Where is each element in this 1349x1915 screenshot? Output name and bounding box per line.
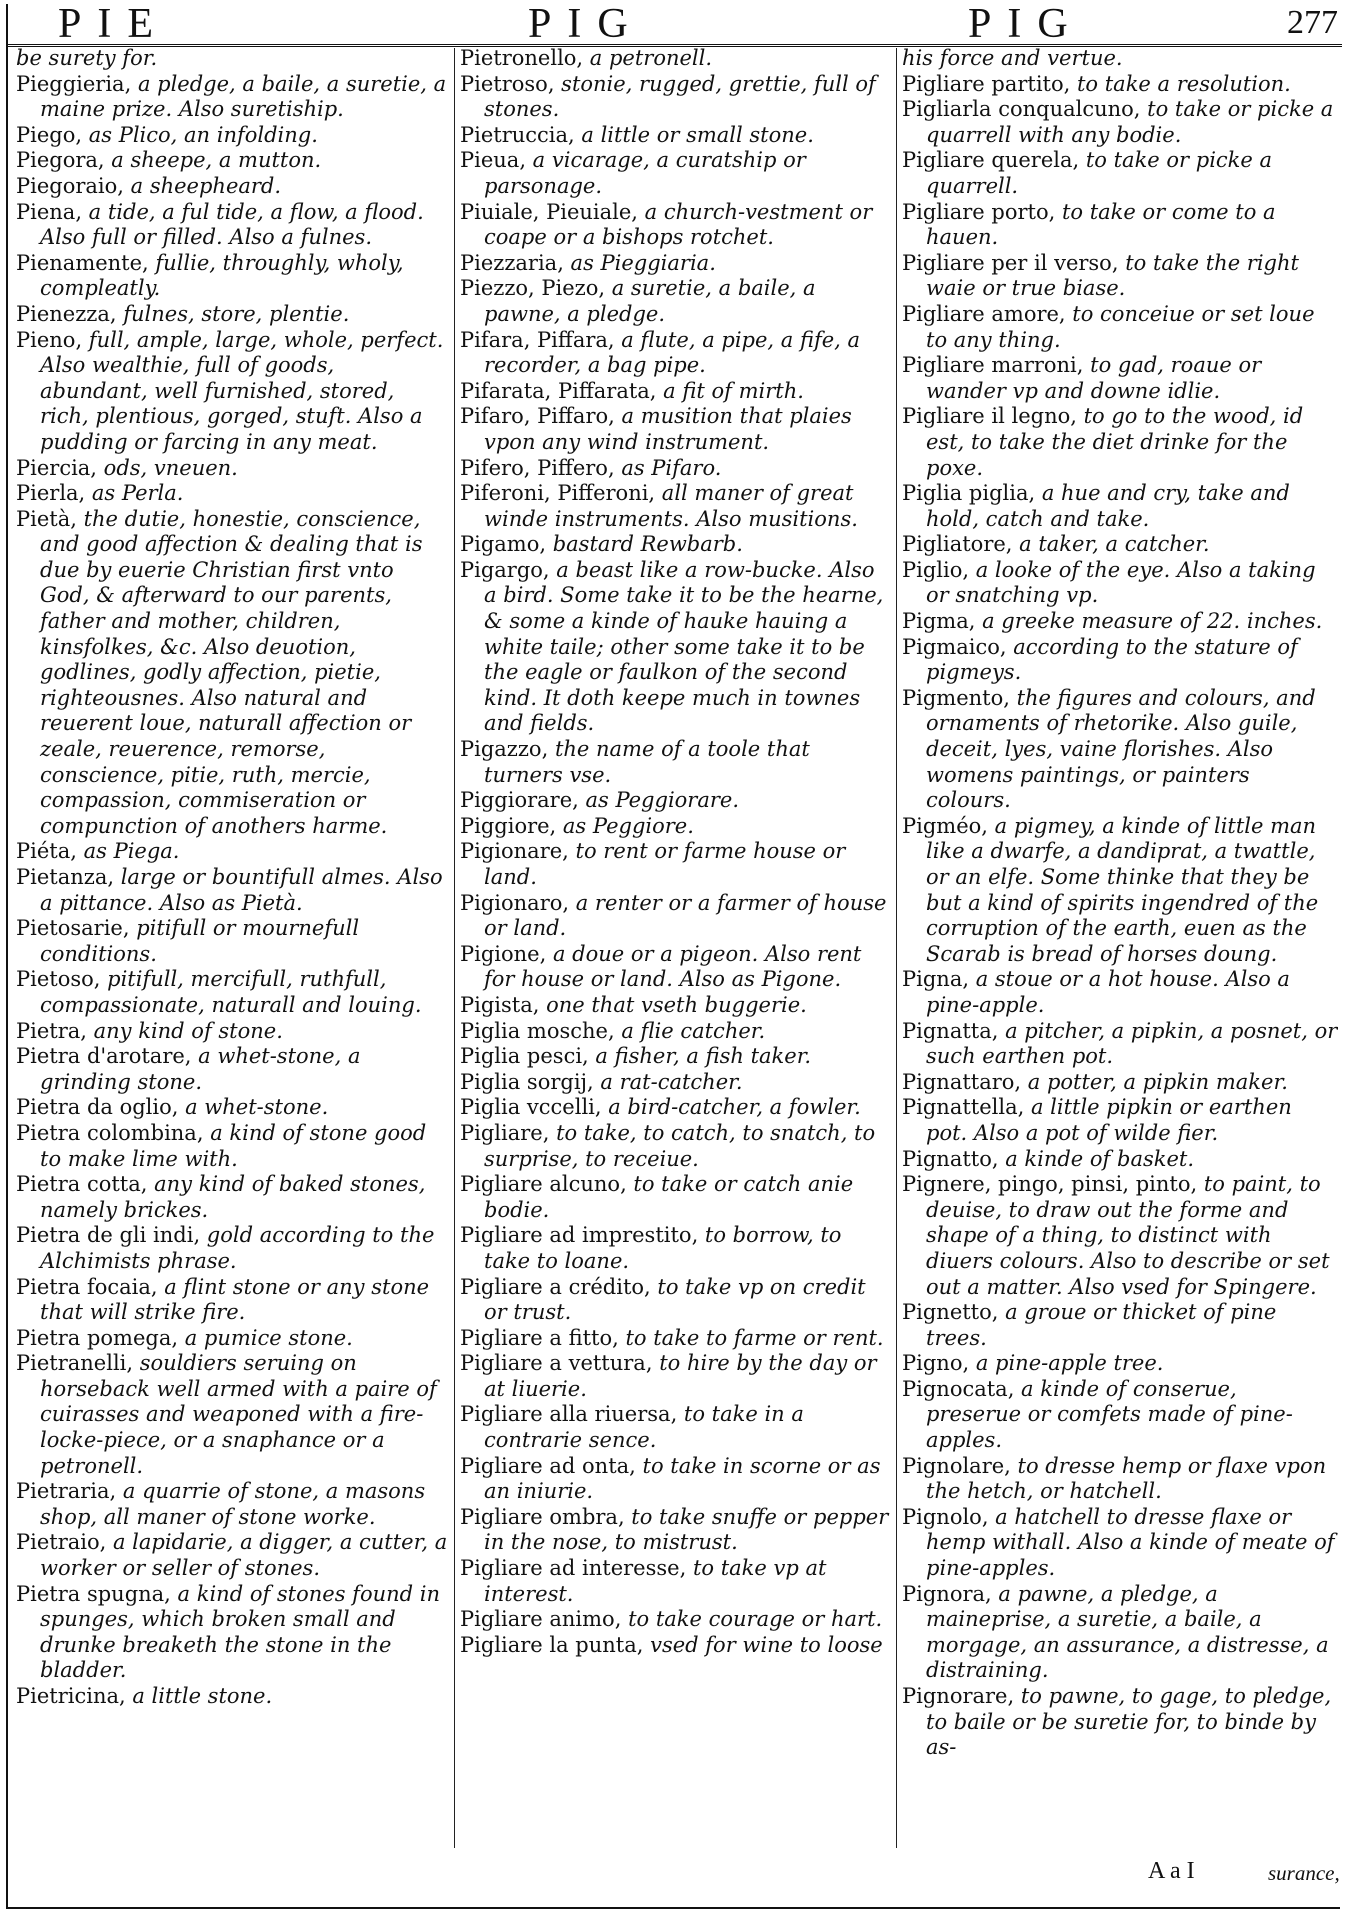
entry-definition: fulnes, store, plentie. [116, 301, 350, 326]
entry-headword: Pigliare la punta, [460, 1632, 644, 1657]
dictionary-entry [460, 1223, 890, 1274]
entry-definition: any kind of stone. [86, 1018, 283, 1043]
entry-definition: to take to farme or rent. [618, 1325, 884, 1350]
entry-headword: Pignatto, [902, 1146, 999, 1171]
dictionary-entry [902, 1454, 1338, 1505]
entry-headword: Pietoso, [16, 967, 101, 992]
entry-headword: Piuiale, Pieuiale, [460, 199, 638, 224]
entry-headword: Pietroso, [460, 71, 555, 96]
entry-headword: Pigliare ad onta, [460, 1453, 636, 1478]
entry-definition: a looke of the eye. Also a taking or snatching vp. [926, 557, 1316, 608]
entry-definition: as Piega. [76, 839, 180, 864]
dictionary-entry [460, 200, 890, 251]
entry-headword: Pignere, pingo, pinsi, pinto, [902, 1172, 1198, 1197]
entry-definition: ods, vneuen. [97, 455, 238, 480]
entry-headword: Pieno, [16, 327, 83, 352]
dictionary-entry [460, 942, 890, 993]
entry-definition: as Perla. [85, 481, 184, 506]
entry-definition: a kinde of basket. [998, 1146, 1195, 1171]
entry-headword: Pietà, [16, 506, 77, 531]
entry-definition: a sheepheard. [123, 173, 282, 198]
entry-headword: Pigliare per il verso, [902, 250, 1119, 275]
dictionary-entry [902, 404, 1338, 481]
entry-headword: Piercia, [16, 455, 97, 480]
dictionary-entry [16, 1019, 448, 1045]
dictionary-entry [16, 1172, 448, 1223]
entry-headword: Piglia mosche, [460, 1018, 615, 1043]
entry-headword: Pietra spugna, [16, 1581, 171, 1606]
entry-definition: a doue or a pigeon. Also rent for house or land. Also as Pigone. [484, 941, 862, 992]
dictionary-entry [16, 72, 448, 123]
entry-definition: a kind of stone good to make lime with. [40, 1120, 427, 1171]
dictionary-entry [902, 148, 1338, 199]
entry-headword: Pigméo, [902, 813, 988, 838]
dictionary-entry [902, 635, 1338, 686]
entry-definition: a beast like a row-bucke. Also a bird. Some take it to be the hearne, & some a kinde of hauke hauing a white taile; other some take it to be the eagle or faulkon of the second kind. It doth keepe much in townes and fields. [484, 557, 884, 736]
dictionary-entry [16, 1275, 448, 1326]
dictionary-entry [460, 558, 890, 737]
dictionary-entry [460, 891, 890, 942]
entry-definition: to take or picke a quarrell with any bodie. [926, 97, 1334, 147]
entry-definition: the dutie, honestie, conscience, and good affection & dealing that is due by euerie Christian first vnto God, & afterward to our parents, father and mother, children, kinsfolkes, &c. Also deuotion, godlines, godly affection, pietie, righteousnes. Also natural and reuerent loue, naturall affection or zeale, reuerence, remorse, conscience, pitie, ruth, mercie, compassion, commiseration or compunction of anothers harme. [40, 506, 423, 838]
dictionary-entry [902, 72, 1338, 98]
catchword: surance, [1268, 1861, 1340, 1885]
dictionary-entry [902, 1505, 1338, 1582]
dictionary-entry [460, 148, 890, 199]
entry-definition: a kinde of conserue, preserue or comfets made of pine-apples. [926, 1376, 1293, 1453]
dictionary-entry [460, 737, 890, 788]
entry-definition: to dresse hemp or flaxe vpon the hetch, or hatchell. [926, 1453, 1327, 1504]
header-left: PIE [58, 1, 169, 47]
dictionary-entry [16, 123, 448, 149]
entry-headword: Piegoraio, [16, 173, 124, 198]
dictionary-entry [902, 1070, 1338, 1096]
entry-definition: souldiers seruing on horseback well armed with a paire of cuirasses and weaponed with a fire-locke-piece, or a snaphance or a petronell. [40, 1351, 437, 1478]
entry-headword: Piego, [16, 122, 83, 147]
entry-definition: according to the stature of pigmeys. [926, 634, 1298, 685]
dictionary-entry [460, 276, 890, 327]
dictionary-entry [16, 1326, 448, 1352]
entry-headword: Pigliare amore, [902, 301, 1066, 326]
entry-headword: Pietranelli, [16, 1351, 134, 1376]
dictionary-entry [16, 1044, 448, 1095]
dictionary-entry [460, 1607, 890, 1633]
dictionary-entry [460, 1070, 890, 1096]
entry-headword: Pienezza, [16, 301, 117, 326]
dictionary-entry [460, 839, 890, 890]
entry-definition: pitifull, mercifull, ruthfull, compassionate, naturall and louing. [40, 967, 422, 1017]
dictionary-entry [460, 404, 890, 455]
entry-definition: a vicarage, a curatship or parsonage. [484, 148, 806, 198]
entry-definition: as Plico, an infolding. [82, 122, 318, 147]
entry-definition: a lapidarie, a digger, a cutter, a worker or seller of stones. [40, 1530, 448, 1581]
entry-definition: a renter or a farmer of house or land. [484, 890, 887, 941]
dictionary-entry [16, 46, 448, 72]
entry-definition: a pawne, a pledge, a maineprise, a suretie, a baile, a morgage, an assurance, a distresse, a distraining. [926, 1581, 1329, 1683]
entry-headword: Pietra cotta, [16, 1172, 148, 1197]
entry-definition: a pigmey, a kinde of little man like a dwarfe, a dandiprat, a twattle, or an elfe. Some thinke that they be but a kind of spirits ingendred of the corruption of the earth, euen as the Scarab is bread of horses doung. [926, 813, 1319, 966]
entry-definition: the name of a toole that turners vse. [484, 737, 810, 787]
entry-definition: to pawne, to gage, to pledge, to baile or be suretie for, to binde by as- [926, 1684, 1332, 1760]
dictionary-entry [902, 1582, 1338, 1684]
column-1 [16, 46, 448, 1851]
dictionary-entry [460, 814, 890, 840]
entry-definition: a little or small stone. [574, 122, 814, 147]
entry-headword: Pigliare porto, [902, 199, 1056, 224]
entry-definition: as Pieggiaria. [563, 250, 716, 275]
entry-definition: a sheepe, a mutton. [104, 148, 322, 173]
entry-headword: Piferoni, Pifferoni, [460, 481, 656, 506]
entry-definition: to take in a contrarie sence. [484, 1402, 804, 1453]
entry-definition: to take in scorne or as an iniurie. [484, 1453, 881, 1504]
dictionary-entry [16, 1684, 448, 1710]
page-number: 277 [1287, 4, 1338, 41]
dictionary-entry [460, 1454, 890, 1505]
entry-headword: Pigionare, [460, 839, 569, 864]
entry-headword: Pigliare partito, [902, 71, 1071, 96]
entry-headword: Piglio, [902, 557, 970, 582]
entry-headword: Pieua, [460, 148, 526, 173]
entry-definition: a pine-apple tree. [969, 1351, 1164, 1376]
dictionary-entry [460, 251, 890, 277]
entry-headword: Pignatta, [902, 1018, 999, 1043]
entry-headword: Pignetto, [902, 1300, 999, 1325]
entry-headword: Pignattella, [902, 1095, 1025, 1120]
entry-definition: gold according to the Alchimists phrase. [40, 1223, 435, 1273]
entry-definition: a pumice stone. [178, 1325, 353, 1350]
entry-headword: Pifaro, Piffaro, [460, 404, 615, 429]
entry-headword: Piezzaria, [460, 250, 564, 275]
entry-headword: Piglia pesci, [460, 1044, 589, 1069]
entry-definition: a hatchell to dresse flaxe or hemp withall. Also a kinde of meate of pine-apples. [926, 1504, 1335, 1581]
dictionary-entry [902, 1147, 1338, 1173]
dictionary-entry [460, 1556, 890, 1607]
dictionary-entry [16, 507, 448, 840]
entry-definition: full, ample, large, whole, perfect. Also wealthie, full of goods, abundant, well furnished, stored, rich, plentious, gorged, stuft. Also a pudding or farcing in any meat. [40, 327, 444, 454]
entry-headword: Pigliare ombra, [460, 1504, 625, 1529]
entry-headword: Pieggieria, [16, 71, 132, 96]
entry-headword: Pietosarie, [16, 916, 130, 941]
entry-definition: as Peggiore. [556, 813, 694, 838]
dictionary-entry [902, 1300, 1338, 1351]
dictionary-entry [16, 328, 448, 456]
entry-definition: the figures and colours, and ornaments of rhetorike. Also guile, deceit, lyes, vaine florishes. Also womens paintings, or painters colours. [926, 685, 1316, 813]
column-3 [902, 46, 1338, 1851]
entry-definition: as Peggiorare. [578, 788, 740, 813]
entry-definition: to take or picke a quarrell. [926, 148, 1273, 198]
entry-definition: a whet-stone, a grinding stone. [40, 1044, 361, 1094]
entry-definition: a bird-catcher, a fowler. [601, 1095, 861, 1120]
dictionary-page [6, 1, 1340, 1909]
entry-definition: a stoue or a hot house. Also a pine-apple. [926, 967, 1290, 1017]
entry-definition: a whet-stone. [178, 1095, 329, 1120]
entry-definition: a fisher, a fish taker. [588, 1044, 812, 1069]
entry-definition: a little pipkin or earthen pot. Also a pot of wilde fier. [926, 1095, 1292, 1145]
entry-definition: all maner of great winde instruments. Also musitions. [484, 481, 858, 531]
dictionary-entry [460, 72, 890, 123]
entry-headword: Pietra d'arotare, [16, 1044, 192, 1069]
entry-headword: Pietra, [16, 1018, 87, 1043]
entry-headword: Pigargo, [460, 557, 550, 582]
entry-headword: Pigamo, [460, 532, 547, 557]
entry-definition: to take courage or hart. [621, 1607, 883, 1632]
entry-headword: Piglia piglia, [902, 481, 1036, 506]
entry-definition: his force and vertue. [902, 46, 1123, 70]
entry-definition: a flute, a pipe, a fife, a recorder, a bag pipe. [484, 327, 861, 378]
dictionary-entry [16, 1530, 448, 1581]
dictionary-entry [16, 1582, 448, 1684]
entry-headword: Pignolo, [902, 1504, 989, 1529]
entry-headword: Pigliare querela, [902, 148, 1080, 173]
entry-definition: a taker, a catcher. [1012, 532, 1210, 557]
entry-headword: Pifarata, Piffarata, [460, 378, 657, 403]
dictionary-entry [460, 481, 890, 532]
entry-definition: to take vp on credit or trust. [484, 1274, 866, 1325]
dictionary-entry [902, 814, 1338, 968]
entry-headword: Pigliare a fitto, [460, 1325, 619, 1350]
entry-definition: a greeke measure of 22. inches. [975, 609, 1323, 634]
entry-headword: Pigliatore, [902, 532, 1013, 557]
entry-headword: Pignolare, [902, 1453, 1011, 1478]
entry-definition: a flie catcher. [614, 1018, 766, 1043]
entry-definition: a rat-catcher. [593, 1069, 743, 1094]
dictionary-entry [460, 1172, 890, 1223]
dictionary-entry [902, 1351, 1338, 1377]
entry-definition: to hire by the day or at liuerie. [484, 1351, 877, 1401]
entry-definition: to go to the wood, id est, to take the diet drinke for the poxe. [926, 404, 1304, 480]
entry-definition: bastard Rewbarb. [546, 532, 743, 557]
entry-definition: to take a resolution. [1070, 71, 1291, 96]
entry-definition: to take the right waie or true biase. [926, 250, 1299, 301]
dictionary-entry [902, 353, 1338, 404]
entry-definition: large or bountifull almes. Also a pittance. Also as Pietà. [40, 865, 443, 915]
entry-headword: Pigista, [460, 992, 540, 1017]
dictionary-entry [460, 993, 890, 1019]
entry-headword: Piéta, [16, 839, 77, 864]
entry-headword: Pigliare marroni, [902, 353, 1084, 378]
dictionary-entry [460, 1121, 890, 1172]
entry-definition: to rent or farme house or land. [484, 839, 846, 889]
entry-definition: to take vp at interest. [484, 1556, 827, 1606]
dictionary-entry [460, 123, 890, 149]
dictionary-entry [16, 1223, 448, 1274]
column-rule-1 [454, 48, 455, 1848]
entry-headword: Pierla, [16, 481, 86, 506]
entry-headword: Pietricina, [16, 1684, 126, 1708]
dictionary-entry [16, 839, 448, 865]
entry-headword: Pietraria, [16, 1479, 117, 1504]
entry-definition: a suretie, a baile, a pawne, a pledge. [484, 276, 816, 326]
dictionary-entry [902, 609, 1338, 635]
dictionary-entry [16, 1351, 448, 1479]
dictionary-entry [460, 1505, 890, 1556]
entry-headword: Pigliare, [460, 1120, 550, 1145]
entry-headword: Pietra colombina, [16, 1120, 204, 1145]
dictionary-entry [902, 46, 1338, 72]
dictionary-entry [460, 788, 890, 814]
dictionary-entry [460, 1019, 890, 1045]
entry-headword: Pienamente, [16, 250, 149, 275]
entry-headword: Pigliare animo, [460, 1607, 622, 1632]
entry-headword: Pigliarla conqualcuno, [902, 97, 1141, 122]
entry-headword: Pigione, [460, 941, 547, 966]
entry-headword: Pigliare alla riuersa, [460, 1402, 678, 1427]
entry-headword: Pifara, Piffara, [460, 327, 615, 352]
entry-definition: a pitcher, a pipkin, a posnet, or such earthen pot. [926, 1018, 1338, 1069]
entry-headword: Pigma, [902, 609, 976, 634]
column-2 [460, 46, 890, 1851]
entry-definition: a kind of stones found in spunges, which broken small and drunke breaketh the stone in the bladder. [40, 1581, 440, 1683]
entry-definition: as Pifaro. [614, 455, 722, 480]
entry-headword: Pigliare ad interesse, [460, 1556, 687, 1581]
entry-definition: a pledge, a baile, a suretie, a maine prize. Also suretiship. [40, 71, 447, 122]
dictionary-entry [902, 1172, 1338, 1300]
dictionary-entry [460, 1326, 890, 1352]
dictionary-entry [460, 1402, 890, 1453]
entry-headword: Pignorare, [902, 1684, 1015, 1708]
entry-headword: Pietruccia, [460, 122, 575, 147]
entry-headword: Pietra de gli indi, [16, 1223, 201, 1248]
column-rule-2 [896, 48, 897, 1848]
entry-headword: Pigno, [902, 1351, 970, 1376]
dictionary-entry [460, 1095, 890, 1121]
dictionary-entry [16, 967, 448, 1018]
entry-definition: fullie, throughly, wholy, compleatly. [40, 250, 404, 301]
dictionary-entry [460, 1275, 890, 1326]
entry-definition: a potter, a pipkin maker. [1021, 1069, 1288, 1094]
dictionary-entry [16, 302, 448, 328]
entry-definition: a musition that plaies vpon any wind instrument. [484, 404, 852, 454]
dictionary-entry [16, 456, 448, 482]
dictionary-entry [902, 1684, 1338, 1761]
dictionary-entry [902, 251, 1338, 302]
entry-headword: Pigazzo, [460, 737, 549, 762]
entry-headword: Piggiorare, [460, 788, 579, 813]
entry-headword: Pigmento, [902, 685, 1010, 710]
dictionary-entry [902, 686, 1338, 814]
dictionary-entry [460, 1633, 890, 1659]
entry-headword: Pietra da oglio, [16, 1095, 179, 1120]
dictionary-entry [16, 865, 448, 916]
entry-headword: Pigmaico, [902, 634, 1007, 659]
dictionary-entry [902, 481, 1338, 532]
entry-headword: Pignora, [902, 1581, 992, 1606]
entry-definition: stonie, rugged, grettie, full of stones. [484, 71, 876, 122]
entry-definition: to take snuffe or pepper in the nose, to mistrust. [484, 1504, 889, 1555]
entry-definition: one that vseth buggerie. [539, 992, 807, 1017]
entry-definition: a flint stone or any stone that will strike fire. [40, 1274, 430, 1325]
dictionary-entry [16, 251, 448, 302]
dictionary-entry [460, 379, 890, 405]
entry-headword: Piglia vccelli, [460, 1095, 602, 1120]
dictionary-entry [16, 916, 448, 967]
entry-headword: Pignattaro, [902, 1069, 1022, 1094]
entry-headword: Piglia sorgij, [460, 1069, 594, 1094]
header-center: PIG [528, 1, 644, 47]
entry-headword: Pignocata, [902, 1376, 1015, 1401]
entry-definition: to paint, to deuise, to draw out the forme and shape of a thing, to distinct with diuers colours. Also to describe or set out a matter. Also vsed for Spingere. [926, 1172, 1330, 1299]
entry-definition: to conceiue or set loue to any thing. [926, 301, 1315, 352]
dictionary-entry [16, 174, 448, 200]
dictionary-entry [460, 532, 890, 558]
entry-headword: Pigliare il legno, [902, 404, 1077, 429]
entry-definition: a quarrie of stone, a masons shop, all maner of stone worke. [40, 1479, 426, 1529]
dictionary-entry [902, 200, 1338, 251]
entry-headword: Pigliare alcuno, [460, 1172, 627, 1197]
entry-definition: vsed for wine to loose [643, 1632, 883, 1657]
dictionary-entry [16, 1479, 448, 1530]
entry-headword: Pietronello, [460, 46, 584, 70]
dictionary-entry [902, 967, 1338, 1018]
dictionary-entry [460, 1044, 890, 1070]
entry-headword: Pigionaro, [460, 890, 570, 915]
entry-headword: Piegora, [16, 148, 105, 173]
dictionary-entry [902, 302, 1338, 353]
dictionary-entry [902, 1377, 1338, 1454]
running-header [8, 1, 1342, 47]
entry-headword: Pifero, Piffero, [460, 455, 615, 480]
dictionary-entry [902, 1095, 1338, 1146]
entry-headword: Pigliare a vettura, [460, 1351, 653, 1376]
entry-headword: Pigna, [902, 967, 970, 992]
entry-headword: Pietra focaia, [16, 1274, 158, 1299]
dictionary-entry [16, 1121, 448, 1172]
entry-definition: to take or come to a hauen. [926, 199, 1276, 250]
signature-mark: A a I [1148, 1858, 1195, 1884]
entry-headword: Pietraio, [16, 1530, 107, 1555]
dictionary-entry [16, 200, 448, 251]
dictionary-entry [902, 558, 1338, 609]
entry-definition: to borrow, to take to loane. [484, 1223, 842, 1273]
entry-definition: a petronell. [583, 46, 713, 70]
entry-definition: to take, to catch, to snatch, to surprise, to receiue. [484, 1120, 876, 1171]
entry-definition: to take or catch anie bodie. [484, 1172, 854, 1222]
dictionary-entry [460, 456, 890, 482]
dictionary-entry [460, 328, 890, 379]
dictionary-entry [902, 532, 1338, 558]
entry-definition: be surety for. [16, 46, 158, 70]
entry-definition: pitifull or mournefull conditions. [40, 916, 360, 966]
entry-headword: Pigliare a crédito, [460, 1274, 651, 1299]
dictionary-entry [16, 1095, 448, 1121]
entry-definition: a little stone. [125, 1684, 273, 1708]
dictionary-entry [902, 1019, 1338, 1070]
dictionary-entry [16, 481, 448, 507]
dictionary-entry [460, 46, 890, 72]
entry-headword: Pietra pomega, [16, 1325, 179, 1350]
entry-definition: a hue and cry, take and hold, catch and take. [926, 481, 1290, 531]
entry-definition: any kind of baked stones, namely brickes. [40, 1172, 426, 1222]
dictionary-entry [460, 1351, 890, 1402]
entry-definition: a tide, a ful tide, a flow, a flood. Also full or filled. Also a fulnes. [40, 199, 424, 250]
dictionary-entry [902, 97, 1338, 148]
entry-headword: Piena, [16, 199, 82, 224]
entry-headword: Piggiore, [460, 813, 557, 838]
dictionary-entry [16, 148, 448, 174]
entry-headword: Pietanza, [16, 865, 115, 889]
entry-definition: a groue or thicket of pine trees. [926, 1300, 1277, 1350]
header-right: PIG [968, 1, 1084, 47]
entry-headword: Piezzo, Piezo, [460, 276, 606, 301]
entry-headword: Pigliare ad imprestito, [460, 1223, 699, 1248]
entry-definition: a church-vestment or coape or a bishops rotchet. [484, 199, 873, 250]
entry-definition: to gad, roaue or wander vp and downe idlie. [926, 353, 1262, 403]
entry-definition: a fit of mirth. [656, 378, 804, 403]
